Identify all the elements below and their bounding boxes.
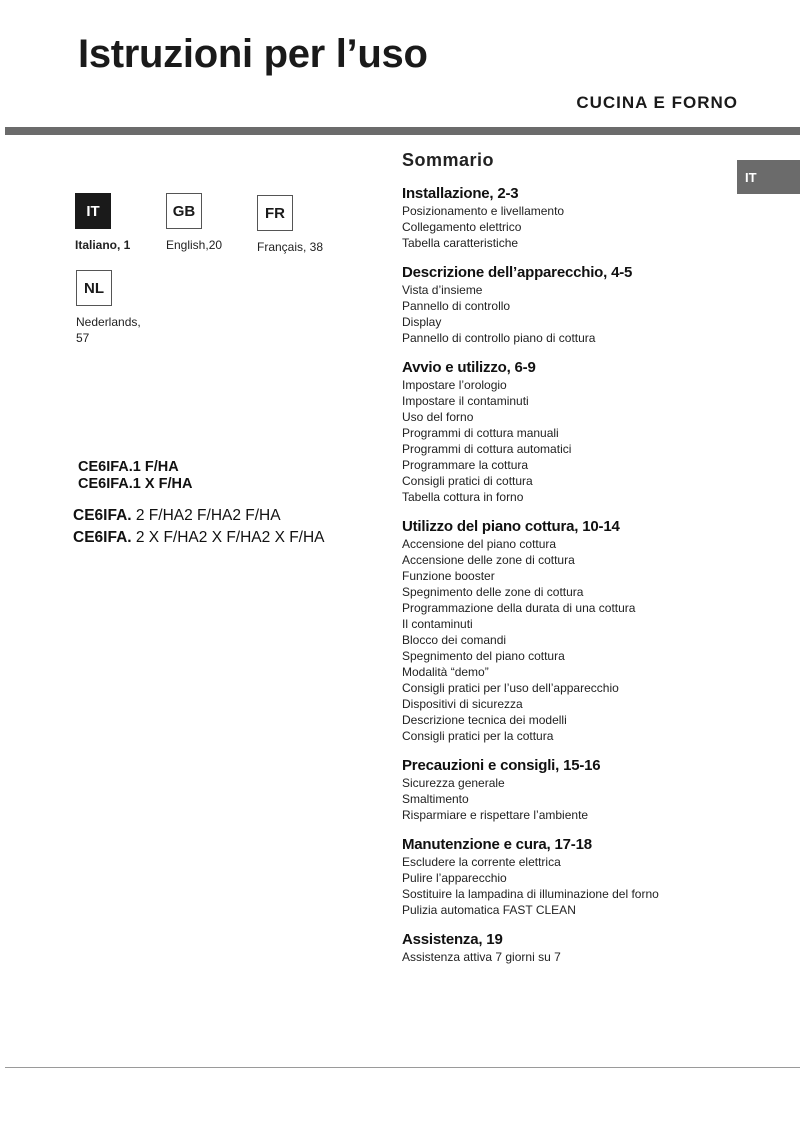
toc-item[interactable]: Vista d’insieme [402, 283, 483, 297]
toc-item[interactable]: Sicurezza generale [402, 776, 505, 790]
toc-item[interactable]: Spegnimento delle zone di cottura [402, 585, 584, 599]
toc-section-title[interactable]: Descrizione dell’apparecchio, 4-5 [402, 264, 633, 281]
toc-section [402, 359, 732, 505]
product-category: CUCINA E FORNO [576, 93, 738, 112]
bottom-divider [5, 1067, 800, 1068]
toc-section [402, 185, 732, 251]
toc-sections [402, 185, 732, 965]
toc-section-title[interactable]: Assistenza, 19 [402, 931, 503, 948]
lang-label-nl: Nederlands, [76, 315, 141, 329]
toc-item[interactable]: Pulizia automatica FAST CLEAN [402, 903, 576, 917]
lang-label-it: Italiano, 1 [75, 238, 131, 252]
toc-item[interactable]: Posizionamento e livellamento [402, 204, 565, 218]
toc-item[interactable]: Dispositivi di sicurezza [402, 697, 523, 711]
model-line-4-rest: 2 X F/HA2 X F/HA2 X F/HA [131, 529, 325, 546]
toc-item[interactable]: Programmazione della durata di una cottura [402, 601, 636, 615]
toc-item[interactable]: Assistenza attiva 7 giorni su 7 [402, 950, 561, 964]
toc-item[interactable]: Impostare il contaminuti [402, 394, 529, 408]
toc-item[interactable]: Programmi di cottura automatici [402, 442, 572, 456]
toc-item[interactable]: Descrizione tecnica dei modelli [402, 713, 567, 727]
toc-section-title[interactable]: Installazione, 2-3 [402, 185, 519, 202]
toc-item[interactable]: Consigli pratici per l’uso dell’apparecchio [402, 681, 619, 695]
model-line-3-prefix: CE6IFA. [73, 507, 132, 524]
toc-item[interactable]: Funzione booster [402, 569, 495, 583]
toc-item[interactable]: Collegamento elettrico [402, 220, 522, 234]
toc-item[interactable]: Sostituire la lampadina di illuminazione del forno [402, 887, 659, 901]
lang-label-gb: English,20 [166, 238, 223, 252]
toc-item[interactable]: Pulire l’apparecchio [402, 871, 507, 885]
model-line-3 [73, 507, 281, 525]
toc-item[interactable]: Spegnimento del piano cottura [402, 649, 565, 663]
toc-item[interactable]: Smaltimento [402, 792, 469, 806]
toc-item[interactable]: Impostare l’orologio [402, 378, 507, 392]
lang-box-fr[interactable]: FR [257, 195, 293, 231]
toc-item[interactable]: Modalità “demo” [402, 665, 489, 679]
lang-box-nl[interactable]: NL [76, 270, 112, 306]
toc-item[interactable]: Accensione delle zone di cottura [402, 553, 575, 567]
lang-label-fr: Français, 38 [257, 240, 324, 254]
toc-item[interactable]: Risparmiare e rispettare l’ambiente [402, 808, 589, 822]
toc-item[interactable]: Escludere la corrente elettrica [402, 855, 561, 869]
toc-item[interactable]: Uso del forno [402, 410, 474, 424]
toc-section [402, 518, 732, 744]
lang-label-nl-page: 57 [76, 331, 90, 345]
toc-item[interactable]: Tabella cottura in forno [402, 490, 524, 504]
toc-item[interactable]: Consigli pratici per la cottura [402, 729, 554, 743]
toc-item[interactable]: Accensione del piano cottura [402, 537, 557, 551]
toc-section [402, 264, 732, 346]
toc-section-title[interactable]: Precauzioni e consigli, 15-16 [402, 757, 601, 774]
toc-item[interactable]: Pannello di controllo piano di cottura [402, 331, 596, 345]
toc-section [402, 757, 732, 823]
toc-item[interactable]: Programmare la cottura [402, 458, 529, 472]
toc-item[interactable]: Pannello di controllo [402, 299, 511, 313]
toc-section [402, 836, 732, 918]
model-line-1: CE6IFA.1 F/HA [78, 459, 179, 475]
toc-item[interactable]: Tabella caratteristiche [402, 236, 519, 250]
toc-item[interactable]: Consigli pratici di cottura [402, 474, 533, 488]
toc-section [402, 931, 732, 965]
table-of-contents [402, 150, 732, 978]
page-title: Istruzioni per l’uso [78, 32, 428, 76]
model-line-2: CE6IFA.1 X F/HA [78, 476, 193, 492]
toc-section-title[interactable]: Avvio e utilizzo, 6-9 [402, 359, 536, 376]
lang-box-gb[interactable]: GB [166, 193, 202, 229]
toc-title: Sommario [402, 150, 495, 170]
language-side-tab: IT [737, 160, 800, 194]
toc-section-title[interactable]: Manutenzione e cura, 17-18 [402, 836, 592, 853]
toc-item[interactable]: Il contaminuti [402, 617, 473, 631]
top-divider [5, 127, 800, 135]
model-line-3-rest: 2 F/HA2 F/HA2 F/HA [131, 507, 281, 524]
toc-item[interactable]: Blocco dei comandi [402, 633, 507, 647]
toc-section-title[interactable]: Utilizzo del piano cottura, 10-14 [402, 518, 620, 535]
toc-item[interactable]: Programmi di cottura manuali [402, 426, 559, 440]
model-line-4-prefix: CE6IFA. [73, 529, 132, 546]
model-line-4 [73, 529, 325, 547]
lang-box-it[interactable]: IT [75, 193, 111, 229]
toc-item[interactable]: Display [402, 315, 442, 329]
